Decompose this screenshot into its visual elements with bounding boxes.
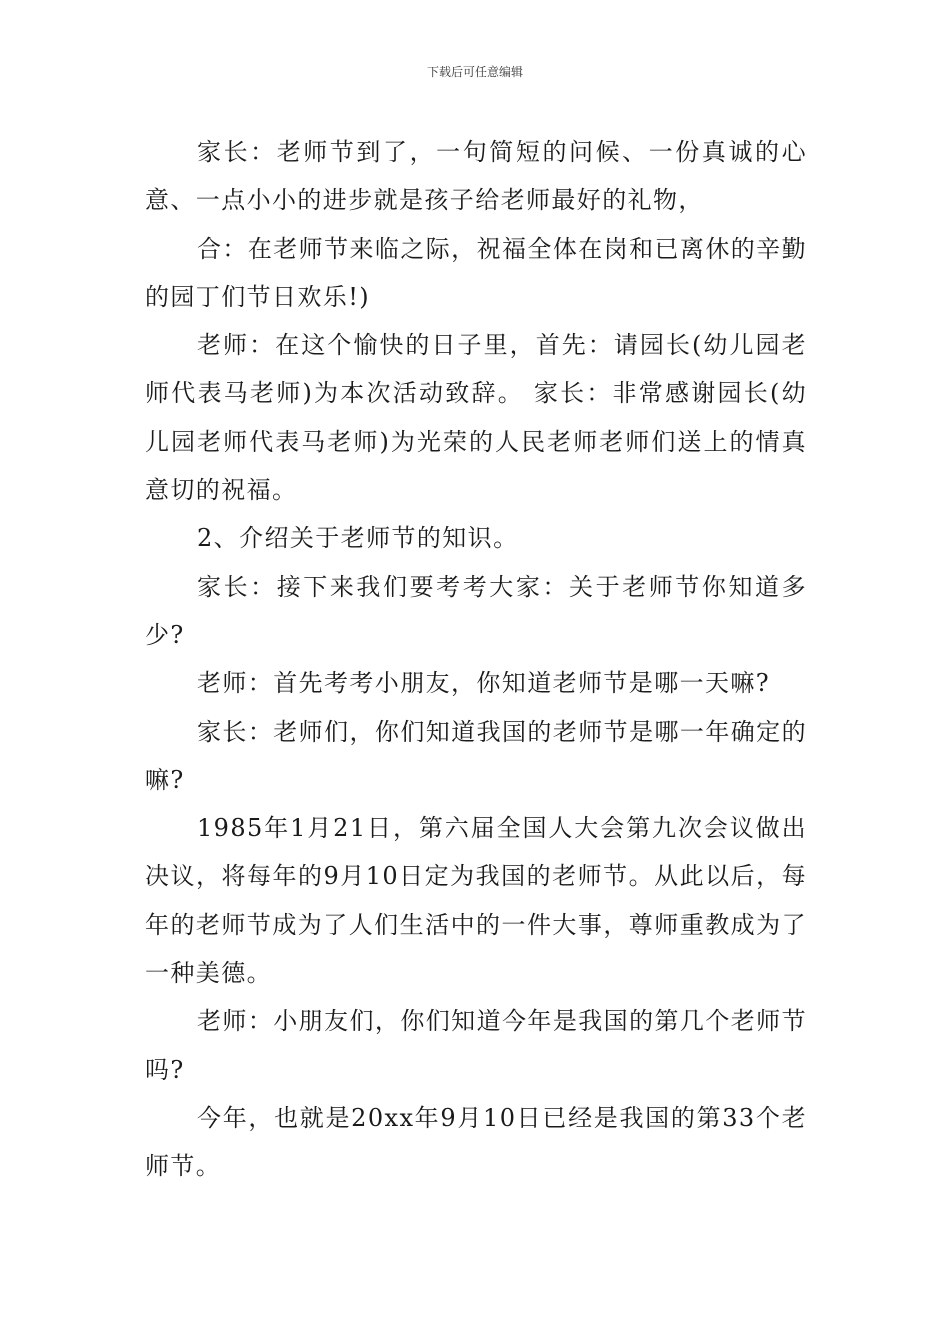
paragraph: 老师：小朋友们，你们知道今年是我国的第几个老师节吗? xyxy=(145,1007,807,1084)
paragraph: 今年，也就是20xx年9月10日已经是我国的第33个老师节。 xyxy=(145,1103,807,1181)
paragraph: 1985年1月21日，第六届全国人大会第九次会议做出决议，将每年的9月10日定为我国的老师节。从此以后，每年的老师节成为了人们生活中的一件大事，尊师重教成为了一种美德。 xyxy=(145,814,807,988)
paragraph: 家长：老师节到了，一句简短的问候、一份真诚的心意、一点小小的进步就是孩子给老师最好的礼物， xyxy=(145,138,807,215)
paragraph: 老师：首先考考小朋友，你知道老师节是哪一天嘛? xyxy=(197,669,771,698)
document-body xyxy=(145,128,807,1191)
paragraph: 老师：在这个愉快的日子里，首先：请园长(幼儿园老师代表马老师)为本次活动致辞。 家长：非常感谢园长(幼儿园老师代表马老师)为光荣的人民老师老师们送上的情真意切的祝福。 xyxy=(145,331,807,505)
paragraph: 2、介绍关于老师节的知识。 xyxy=(197,524,519,553)
paragraph: 家长：接下来我们要考考大家：关于老师节你知道多少? xyxy=(145,572,807,649)
paragraph: 合：在老师节来临之际，祝福全体在岗和已离休的辛勤的园丁们节日欢乐!) xyxy=(145,234,807,311)
page-header: 下载后可任意编辑 xyxy=(426,65,523,79)
paragraph: 家长：老师们，你们知道我国的老师节是哪一年确定的嘛? xyxy=(145,717,807,794)
